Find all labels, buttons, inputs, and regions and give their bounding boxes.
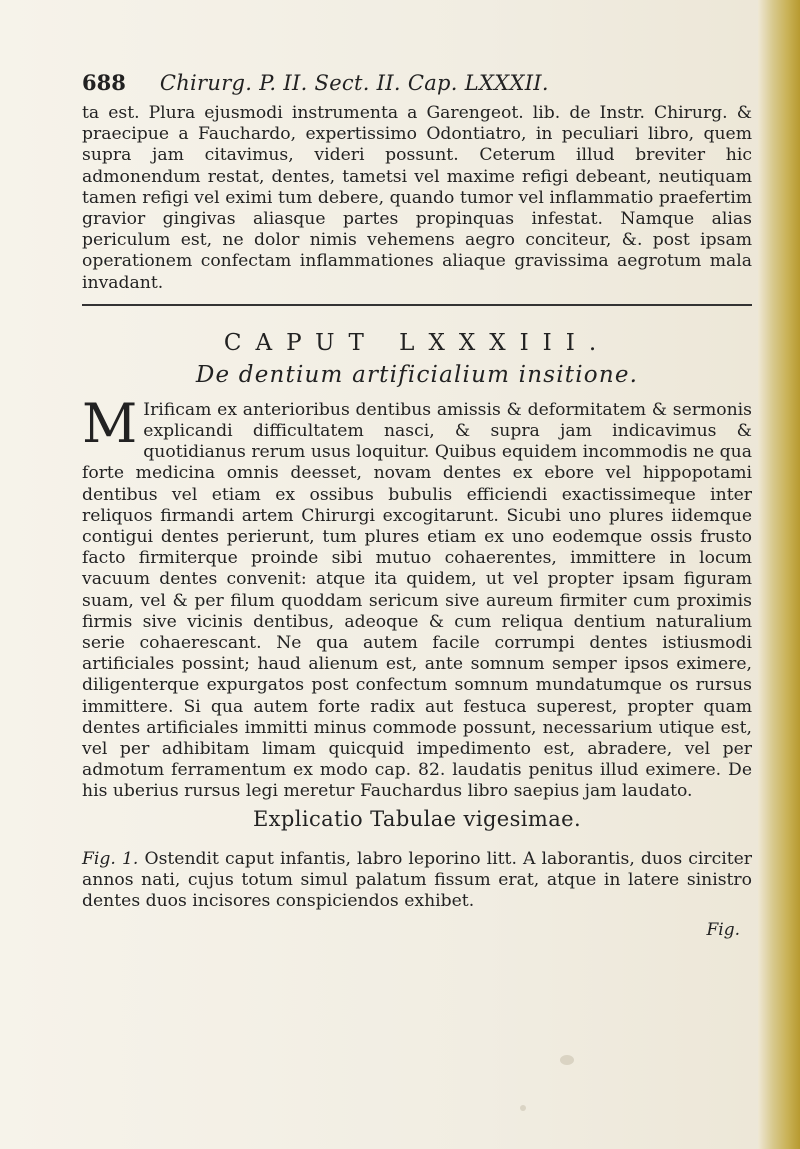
figure-note [82,849,752,913]
text-block [82,70,752,912]
main-paragraph-text: Irificam ex anterioribus dentibus amissis & deformitatem & sermonis explicandi difficultatem nasci, & supra jam indicavimus & quotidianus rerum usus loquitur. Quibus equidem incommodis ne qua forte medicina omnis deesset, novam dentes ex ebore vel hippopotami dentibus vel etiam ex ossibus bubulis efficiendi exactissimeque inter reliquos firmandi artem Chirurgi excogitarunt. Sicubi uno plures iidemque contigui dentes perierunt, tum plures etiam ex uno eodemque ossis frusto facto firmiterque proinde sibi mutuo cohaerentes, immittere in locum vacuum dentes convenit: atque ita quidem, ut vel propter ipsam figuram suam, vel & per filum quoddam sericum sive aureum firmiter cum proximis firmis sive vicinis dentibus, adeoque & cum reliqua dentium naturalium serie cohaerescant. Ne qua autem facile corrumpi dentes istiusmodi artificiales possint; haud alienum est, ante somnum semper ipsos eximere, diligenterque expurgatos post confectum somnum mundatumque os rursus immittere. Si qua autem forte radix aut festuca superest, propter quam dentes artificiales immitti minus commode possunt, necessarium utique est, vel per adhibitam limam quicquid impedimento est, abradere, vel per admotum ferramentum ex modo cap. 82. laudatis penitus illud eximere. De his uberius rursus legi meretur Fauchardus libro saepius jam laudato. [82,399,752,802]
top-paragraph: ta est. Plura ejusmodi instrumenta a Garengeot. lib. de Instr. Chirurg. & praecipue a Fauchardo, expertissimo Odontiatro, in peculiari libro, quem supra jam citavimus, videri possunt. Ceterum illud breviter hic admonendum restat, dentes, tametsi vel maxime refigi debeant, neutiquam tamen refigi vel eximi tum debere, quando tumor vel inflammatio praefertim gravior gingivas aliasque partes propinquas infestat. Namque alias periculum est, ne dolor nimis vehemens aegro conciteur, &. post ipsam operationem confectam inflammationes aliaque gravissima aegrotum mala invadant. [82,103,752,293]
page-header [82,70,752,95]
main-paragraph [82,391,752,803]
explicatio-heading: Explicatio Tabulae vigesimae. [252,806,582,831]
chapter-subtitle: De dentium artificialium insitione. [195,361,639,388]
figure-label: Fig. 1. [82,848,139,869]
page-number: 688 [82,70,126,95]
running-title: Chirurg. P. II. Sect. II. Cap. LXXXII. [159,71,549,95]
paper-stain [520,1105,526,1111]
figure-text: Ostendit caput infantis, labro leporino litt. A laborantis, duos circiter annos nati, cujus totum simul palatum fissum erat, atque in latere sinistro dentes duos incisores conspiciendos exhibet. [82,848,752,912]
page-edge-binding [758,0,800,1149]
section-divider [82,304,752,306]
paper-stain [560,1055,574,1065]
catchword: Fig. [706,920,740,940]
drop-cap: M [82,391,138,455]
chapter-title: CAPUT LXXXIII. [223,329,611,356]
